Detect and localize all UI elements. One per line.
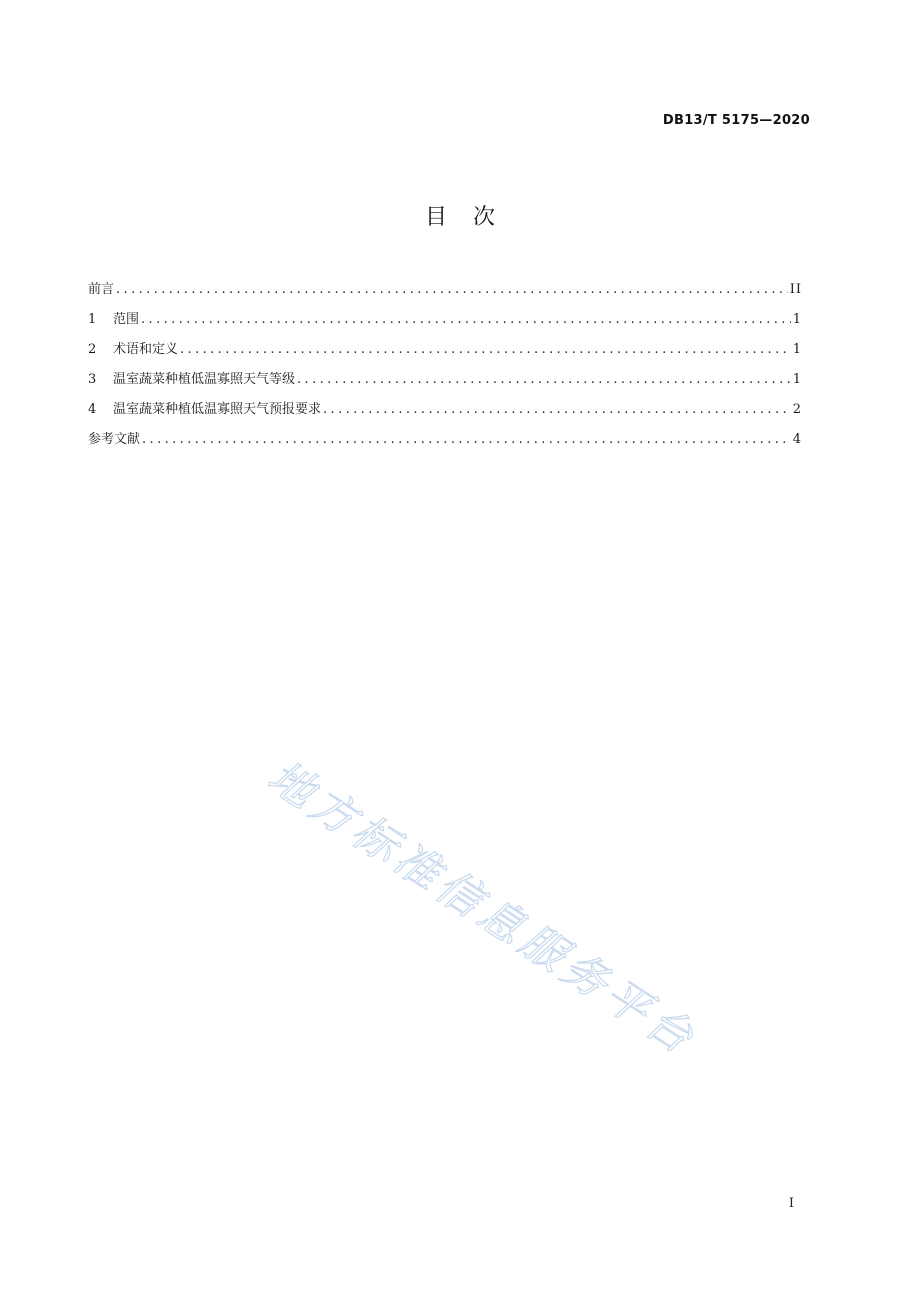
toc-dot-leader <box>142 428 791 452</box>
toc-entry-page: 1 <box>792 342 802 357</box>
toc-dot-leader <box>141 308 791 332</box>
toc-entry-page: 1 <box>792 372 802 387</box>
toc-entry-label: 温室蔬菜种植低温寡照天气等级 <box>113 372 296 387</box>
toc-title: 目次 <box>424 205 521 230</box>
toc-entry-weather-grade[interactable] <box>88 368 802 398</box>
toc-entry-label: 术语和定义 <box>113 342 179 357</box>
toc-entry-forecast-requirements[interactable] <box>88 398 802 428</box>
toc-entry-number: 3 <box>88 372 97 387</box>
toc-dot-leader <box>323 398 791 422</box>
watermark: 地方标准信息服务平台 <box>258 751 707 1067</box>
toc-dot-leader <box>180 338 791 362</box>
toc-entry-scope[interactable] <box>88 308 802 338</box>
toc-entry-label: 参考文献 <box>88 432 141 447</box>
toc-entry-label: 前言 <box>88 282 115 297</box>
toc-entry-label: 范围 <box>113 312 140 327</box>
toc-entry-terms[interactable] <box>88 338 802 368</box>
toc-entry-foreword[interactable] <box>88 278 802 308</box>
toc-entry-references[interactable] <box>88 428 802 458</box>
toc-entry-number: 4 <box>88 402 97 417</box>
standard-code: DB13/T 5175—2020 <box>662 113 810 128</box>
toc-entry-number: 1 <box>88 312 97 327</box>
toc-entry-page: II <box>789 282 802 297</box>
toc-dot-leader <box>116 278 788 302</box>
toc-entry-label: 温室蔬菜种植低温寡照天气预报要求 <box>113 402 322 417</box>
toc-entry-page: 4 <box>792 432 802 447</box>
toc-entry-number: 2 <box>88 342 97 357</box>
page-number: I <box>788 1196 794 1211</box>
table-of-contents <box>88 278 802 458</box>
toc-dot-leader <box>297 368 791 392</box>
toc-entry-page: 1 <box>792 312 802 327</box>
toc-entry-page: 2 <box>792 402 802 417</box>
